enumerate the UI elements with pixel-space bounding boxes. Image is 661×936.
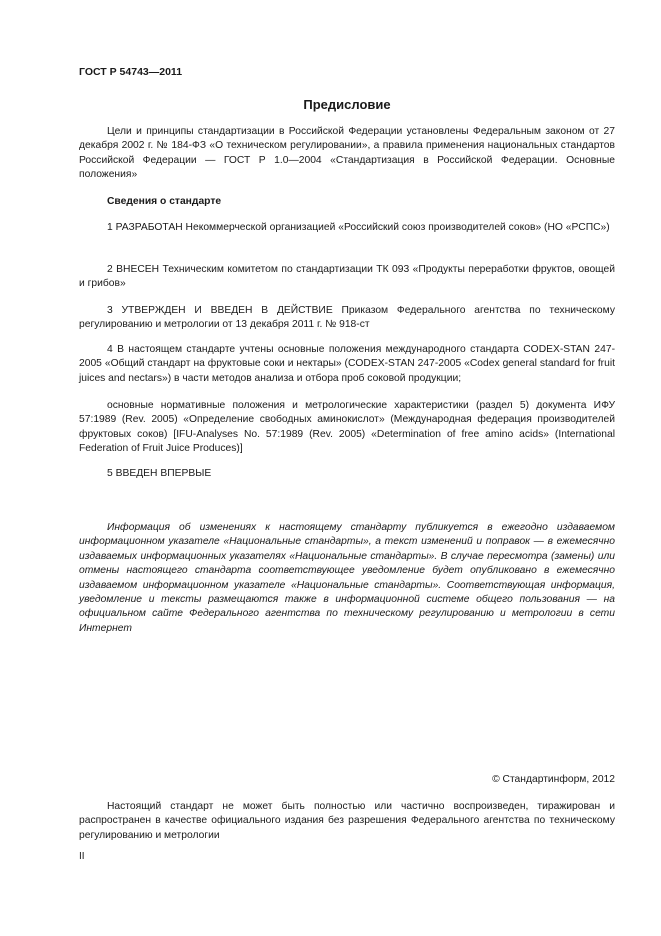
item-approved: 3 УТВЕРЖДЕН И ВВЕДЕН В ДЕЙСТВИЕ Приказом Федерального агентства по техническому регулированию и метрологии от 13 декабря 2011 г. № 918-ст xyxy=(79,305,615,331)
section-subheading: Сведения о стандарте xyxy=(107,196,222,207)
item-developed: 1 РАЗРАБОТАН Некоммерческой организацией «Российский союз производителей соков» (НО «РСПС») xyxy=(107,222,610,233)
item-introduced: 2 ВНЕСЕН Техническим комитетом по стандартизации ТК 093 «Продукты переработки фруктов, овощей и грибов» xyxy=(79,264,615,290)
intro-paragraph: Цели и принципы стандартизации в Российской Федерации установлены Федеральным законом от 27 декабря 2002 г. № 184-ФЗ «О техническом регулировании», а правила применения национальных стандартов Российской Федерации — ГОСТ Р 1.0—2004 «Стандартизация в Российской Федерации. Основные положения» xyxy=(79,126,615,181)
item-first: 5 ВВЕДЕН ВПЕРВЫЕ xyxy=(107,468,212,479)
notice-paragraph: Информация об изменениях к настоящему стандарту публикуется в ежегодно издаваемом информационном указателе «Национальные стандарты», а текст изменений и поправок — в ежемесячно издаваемых информационных указателях «Национальные стандарты». В случае пересмотра (замены) или отмены настоящего стандарта соответствующее уведомление будет опубликовано в ежемесячно издаваемом информационном указателе «Национальные стандарты». Соответствующая информация, уведомление и тексты размещаются также в информационной системе общего пользования — на официальном сайте Федерального агентства по техническому регулированию и метрологии в сети Интернет xyxy=(79,522,615,634)
item-ifu: основные нормативные положения и метрологические характеристики (раздел 5) документа ИФУ 57:1989 (Rev. 2005) «Определение свободных аминокислот» (Международная федерация производителей фруктовых соков) [IFU-Analyses No. 57:1989 (Rev. 2005) «Determination of free amino acids» (International Federation of Fruit Juice Produces)] xyxy=(79,400,615,455)
page-title: Предисловие xyxy=(303,97,391,112)
page-number: II xyxy=(79,851,85,862)
item-codex: 4 В настоящем стандарте учтены основные положения международного стандарта CODEX-STAN 247-2005 «Общий стандарт на фруктовые соки и нектары» (CODEX-STAN 247-2005 «Codex general standard for fruit juices and nectars») в части методов анализа и отбора проб соковой продукции; xyxy=(79,344,615,384)
copyright-line: © Стандартинформ, 2012 xyxy=(492,774,615,785)
document-header: ГОСТ Р 54743—2011 xyxy=(79,66,183,78)
rights-paragraph: Настоящий стандарт не может быть полностью или частично воспроизведен, тиражирован и распространен в качестве официального издания без разрешения Федерального агентства по техническому регулированию и метрологии xyxy=(79,801,615,841)
